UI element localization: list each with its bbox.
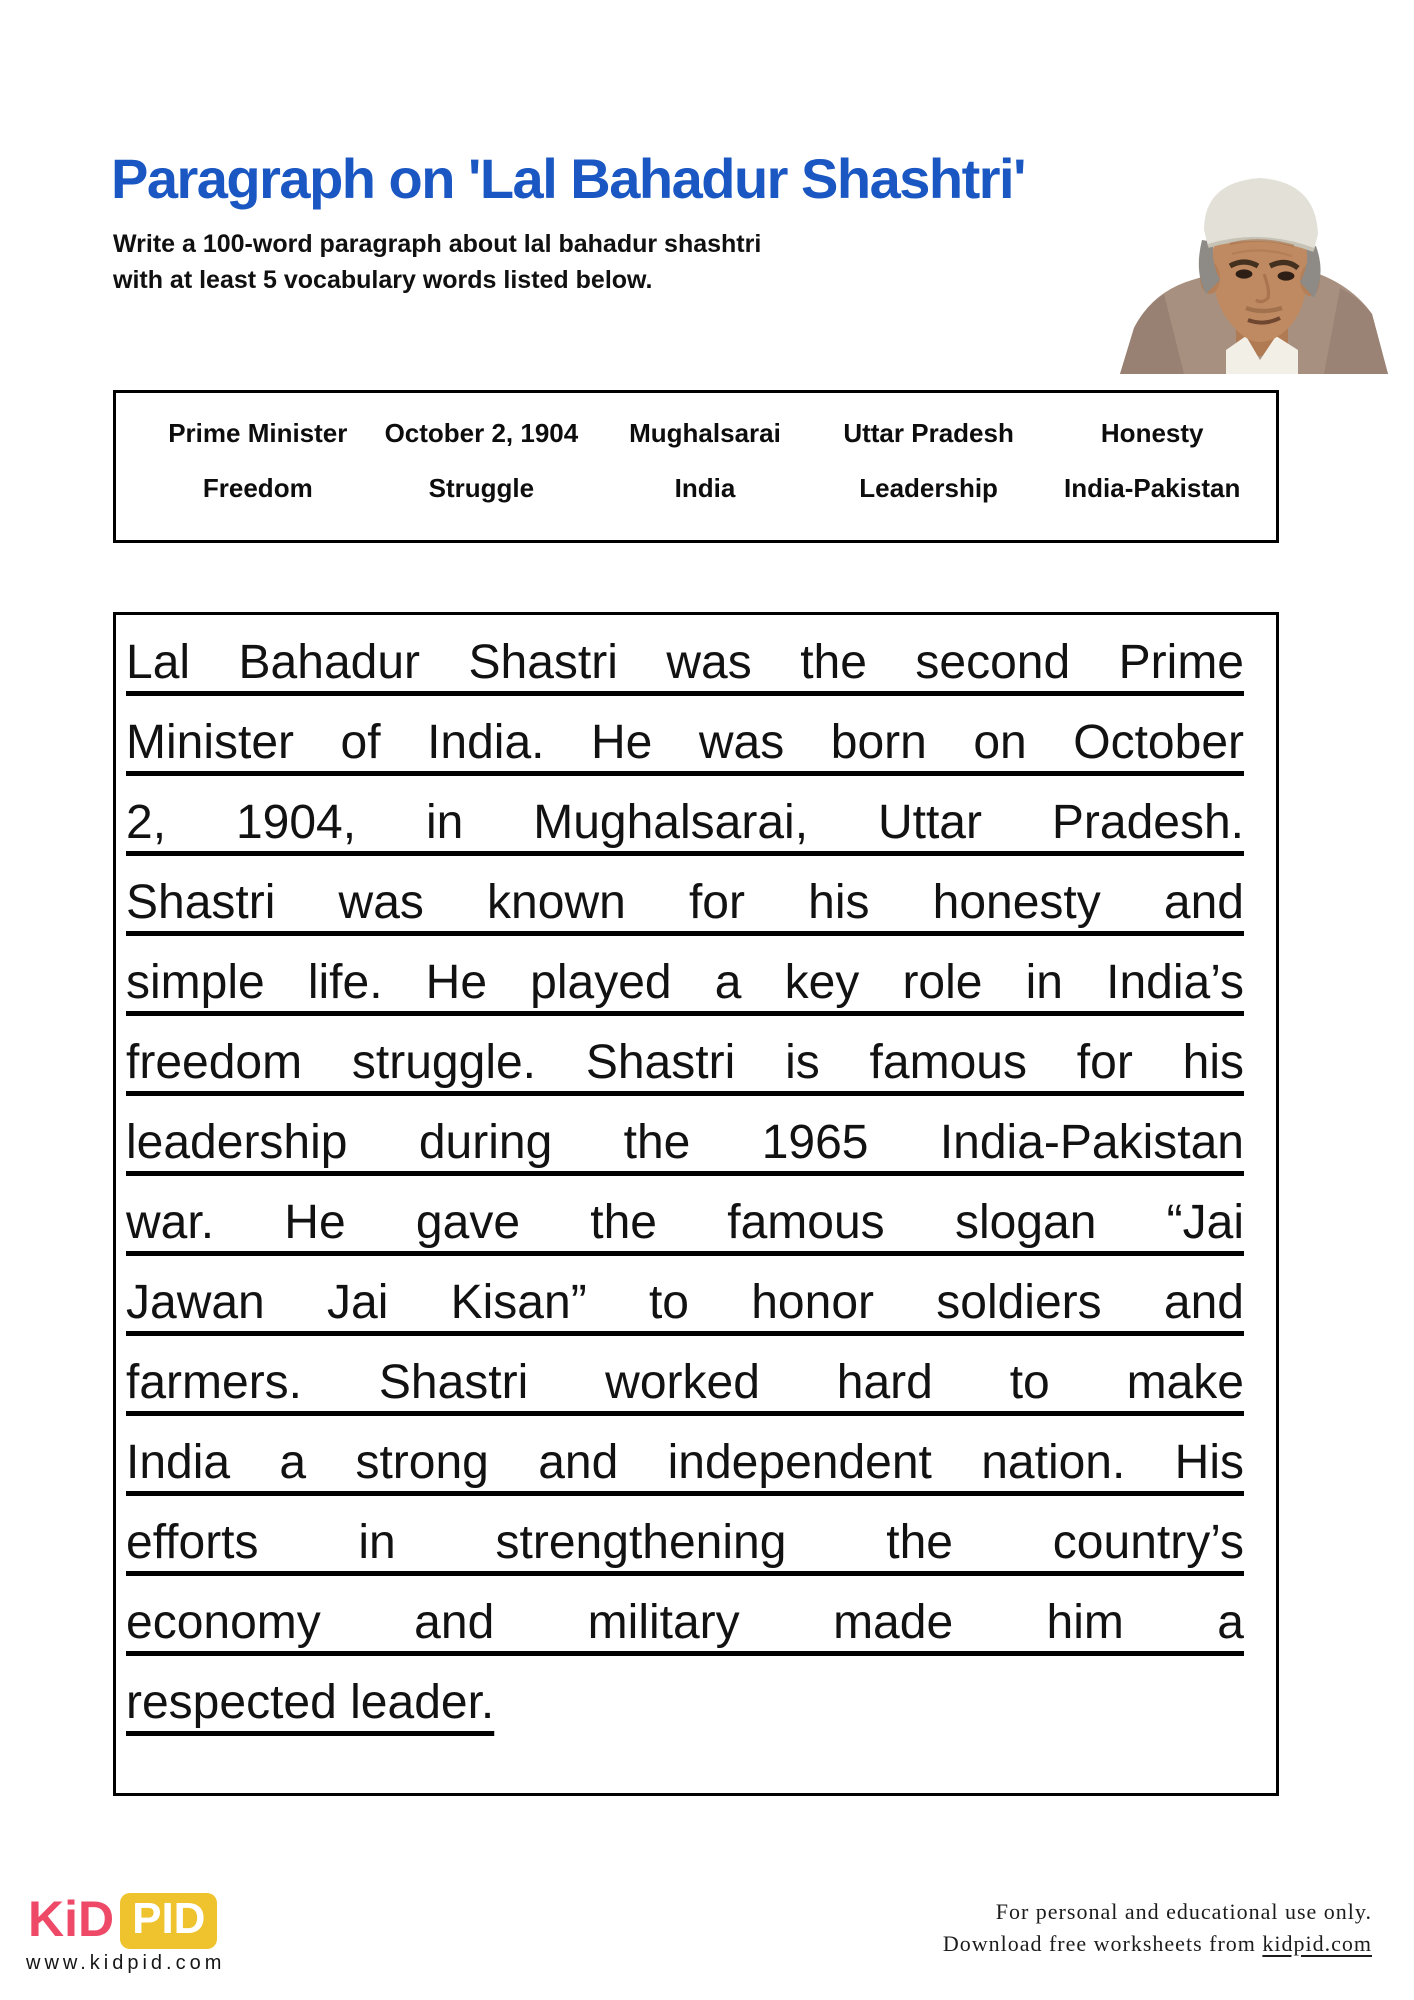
page-title: Paragraph on 'Lal Bahadur Shashtri': [111, 147, 1025, 210]
kidpid-logo: [28, 1890, 217, 1952]
vocabulary-word: Mughalsarai: [629, 418, 781, 448]
vocabulary-word: India-Pakistan: [1064, 473, 1241, 503]
paragraph-line: India a strong and independent nation. His: [126, 1436, 1244, 1489]
site-url: www.kidpid.com: [26, 1952, 226, 1974]
logo-pid-badge: PID: [120, 1893, 217, 1949]
paragraph-line: Shastri was known for his honesty and: [126, 876, 1244, 929]
paragraph-line: Jawan Jai Kisan” to honor soldiers and: [126, 1276, 1244, 1329]
vocabulary-word: India: [674, 473, 736, 503]
paragraph-line: Minister of India. He was born on October: [126, 716, 1244, 769]
vocabulary-word: Leadership: [859, 473, 998, 503]
download-line: [943, 1928, 1372, 1960]
paragraph-line: economy and military made him a: [126, 1596, 1244, 1649]
logo-kid-text: KiD: [28, 1891, 115, 1947]
portrait-illustration: [1116, 160, 1398, 374]
vocabulary-box: [113, 390, 1279, 543]
lal-bahadur-shastri-photo: [1116, 160, 1398, 374]
vocabulary-word: Honesty: [1100, 418, 1204, 448]
vocabulary-word: October 2, 1904: [384, 418, 579, 448]
usage-note: [943, 1896, 1372, 1960]
paragraph-line: efforts in strengthening the country’s: [126, 1516, 1244, 1569]
vocabulary-row-1: [146, 418, 1264, 449]
instructions-line-1: Write a 100-word paragraph about lal bahadur shashtri: [113, 230, 762, 258]
vocabulary-word: Prime Minister: [168, 418, 348, 448]
paragraph-line: simple life. He played a key role in India’s: [126, 956, 1244, 1009]
usage-line: For personal and educational use only.: [995, 1899, 1372, 1924]
instructions: [113, 226, 761, 298]
paragraph-line: farmers. Shastri worked hard to make: [126, 1356, 1244, 1409]
paragraph-line: 2, 1904, in Mughalsarai, Uttar Pradesh.: [126, 796, 1244, 849]
paragraph-box: [113, 612, 1279, 1796]
vocabulary-word: Uttar Pradesh: [843, 418, 1014, 448]
vocabulary-word: Freedom: [202, 473, 313, 503]
download-prefix: Download free worksheets from: [942, 1931, 1256, 1956]
paragraph-line: leadership during the 1965 India-Pakistan: [126, 1116, 1244, 1169]
vocabulary-word: Struggle: [428, 473, 535, 503]
kidpid-link[interactable]: kidpid.com: [1262, 1931, 1372, 1956]
instructions-line-2: with at least 5 vocabulary words listed below.: [113, 266, 653, 294]
paragraph-line: respected leader.: [126, 1676, 495, 1729]
vocabulary-row-2: [146, 473, 1264, 504]
paragraph-line: Lal Bahadur Shastri was the second Prime: [126, 636, 1244, 689]
paragraph-line: war. He gave the famous slogan “Jai: [126, 1196, 1244, 1249]
paragraph-line: freedom struggle. Shastri is famous for his: [126, 1036, 1244, 1089]
